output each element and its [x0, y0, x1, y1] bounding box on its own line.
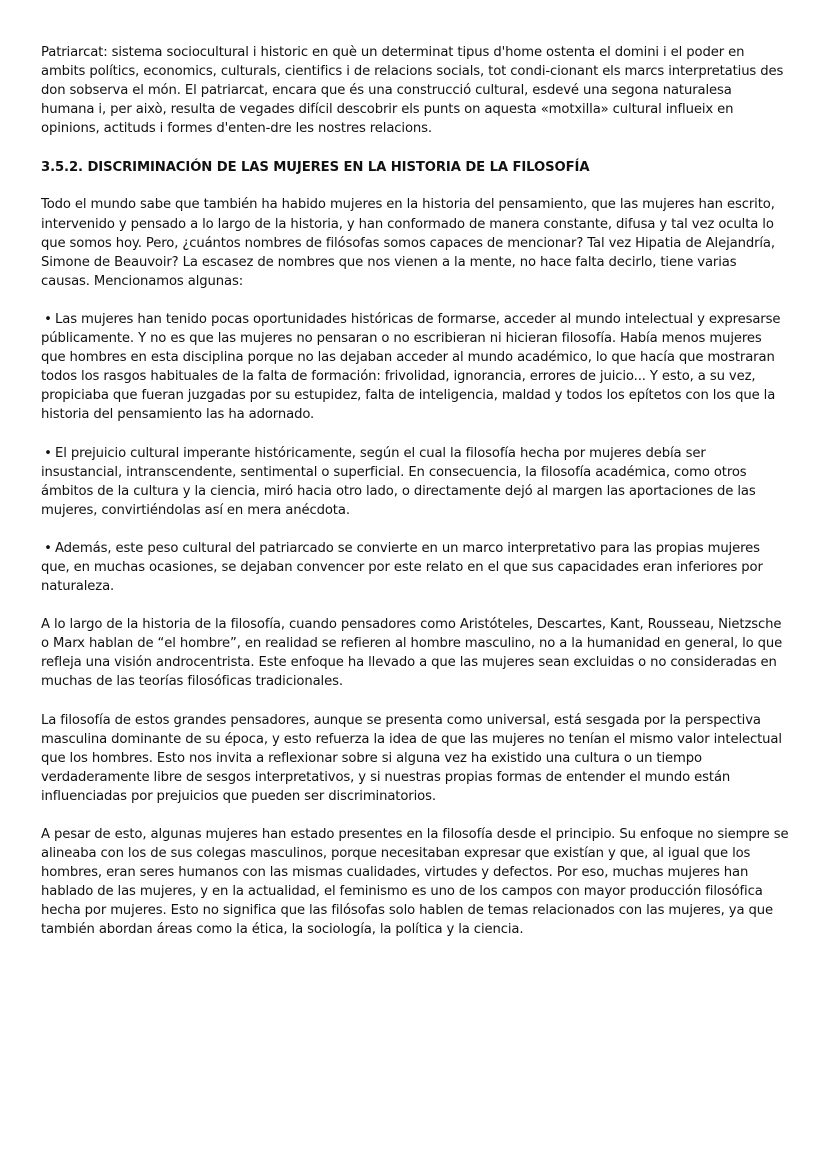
intro-paragraph: Patriarcat: sistema sociocultural i historic en què un determinat tipus d'home ostenta el domini i el poder en ambits polítics, economics, culturals, cientifics i de relacions socials, tot condi-cionant els marcs interpretatius des don sobserva el món. El patriarcat, encara que és una construcció cultural, esdevé una segona naturalesa humana i, per això, resulta de vegades difícil descobrir els punts on aquesta «motxilla» cultural influeix en opinions, actituds i formes d'enten-dre les nostres relacions.: [41, 45, 784, 137]
bullet-item-1: [41, 310, 789, 425]
bullet-icon: •: [44, 311, 52, 327]
bullet-icon: •: [44, 540, 52, 556]
bullet-icon: •: [44, 445, 52, 461]
document-page: [41, 43, 789, 940]
opening-paragraph: Todo el mundo sabe que también ha habido mujeres en la historia del pensamiento, que las mujeres han escrito, intervenido y pensado a lo largo de la historia, y han conformado de manera constante, difusa y tal vez oculta lo que somos hoy. Pero, ¿cuántos nombres de filósofas somos capaces de mencionar? Tal vez Hipatia de Alejandría, Simone de Beauvoir? La escasez de nombres que nos vienen a la mente, no hace falta decirlo, tiene varias causas. Mencionamos algunas:: [41, 197, 775, 289]
presence-paragraph: A pesar de esto, algunas mujeres han estado presentes en la filosofía desde el principio. Su enfoque no siempre se alineaba con los de sus colegas masculinos, porque necesitaban expresar que existían y que, al igual que los hombres, eran seres humanos con las mismas cualidades, virtudes y defectos. Por eso, muchas mujeres han hablado de las mujeres, y en la actualidad, el feminismo es uno de los campos con mayor producción filosófica hecha por mujeres. Esto no significa que las filósofas solo hablen de temas relacionados con las mujeres, ya que también abordan áreas como la ética, la sociología, la política y la ciencia.: [41, 827, 789, 938]
androcentrism-paragraph: A lo largo de la historia de la filosofía, cuando pensadores como Aristóteles, Descartes, Kant, Rousseau, Nietzsche o Marx hablan de “el hombre”, en realidad se refieren al hombre masculino, no a la humanidad en general, lo que refleja una visión androcentrista. Este enfoque ha llevado a que las mujeres sean excluidas o no consideradas en muchas de las teorías filosóficas tradicionales.: [41, 617, 783, 690]
bullet-item-2: [41, 444, 789, 520]
bullet-item-3: [41, 539, 789, 596]
bias-paragraph: La filosofía de estos grandes pensadores, aunque se presenta como universal, está sesgada por la perspectiva masculina dominante de su época, y esto refuerza la idea de que las mujeres no tenían el mismo valor intelectual que los hombres. Esto nos invita a reflexionar sobre si alguna vez ha existido una cultura o un tiempo verdaderamente libre de sesgos interpretativos, y si nuestras propias formas de entender el mundo están influenciadas por prejuicios que pueden ser discriminatorios.: [41, 712, 782, 804]
bullet-text: Además, este peso cultural del patriarcado se convierte en un marco interpretativo para las propias mujeres que, en muchas ocasiones, se dejaban convencer por este relato en el que sus capacidades eran inferiores por naturaleza.: [41, 540, 763, 595]
bullet-text: Las mujeres han tenido pocas oportunidades históricas de formarse, acceder al mundo intelectual y expresarse públicamente. Y no es que las mujeres no pensaran o no escribieran ni hicieran filosofía. Había menos mujeres que hombres en esta disciplina porque no las dejaban acceder al mundo académico, lo que hacía que mostraran todos los rasgos habituales de la falta de formación: frivolidad, ignorancia, errores de juicio... Y esto, a su vez, propiciaba que fueran juzgadas por su estupidez, falta de inteligencia, maldad y todos los epítetos con los que la historia del pensamiento las ha adornado.: [41, 311, 781, 423]
bullet-text: El prejuicio cultural imperante históricamente, según el cual la filosofía hecha por mujeres debía ser insustancial, intranscendente, sentimental o superficial. En consecuencia, la filosofía académica, como otros ámbitos de la cultura y la ciencia, miró hacia otro lado, o directamente dejó al margen las aportaciones de las mujeres, convirtiéndolas así en mera anécdota.: [41, 445, 756, 518]
section-heading: 3.5.2. DISCRIMINACIÓN DE LAS MUJERES EN LA HISTORIA DE LA FILOSOFÍA: [41, 160, 590, 176]
